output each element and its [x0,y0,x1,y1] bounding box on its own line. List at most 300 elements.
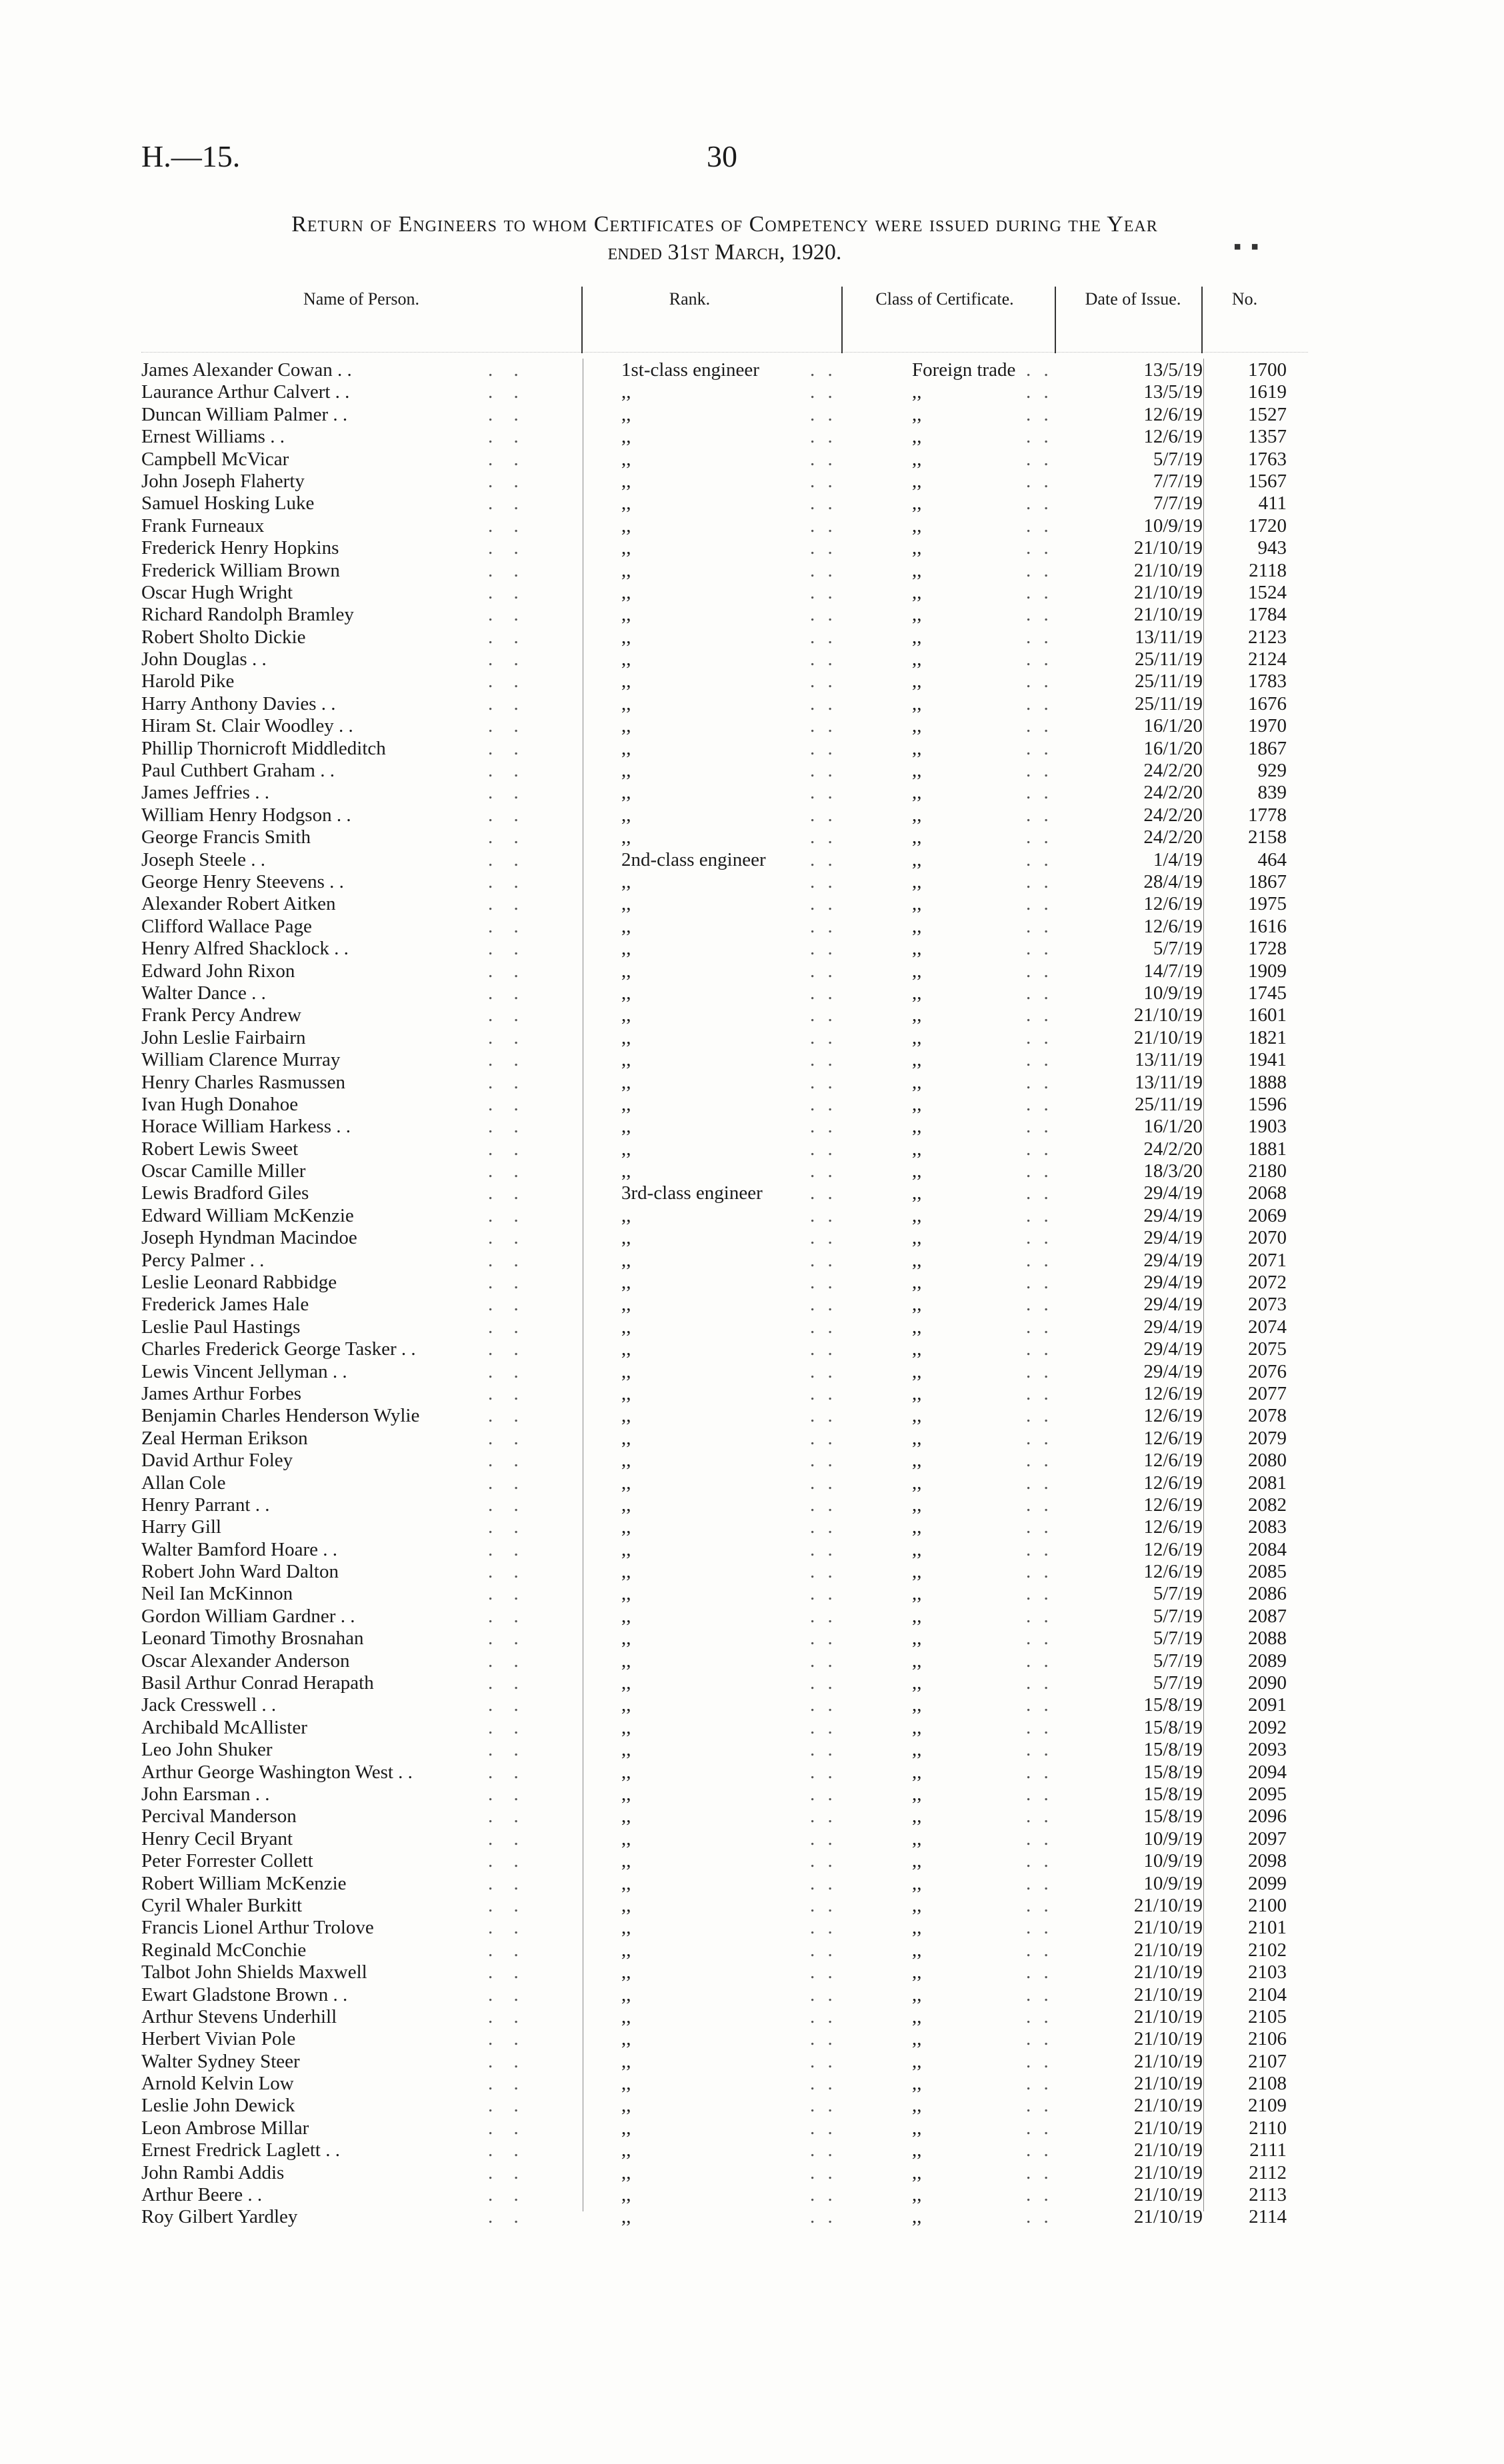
leader-dots: . . [810,782,837,804]
date-cell: 21/10/19 [1133,2161,1203,2183]
person-name: Walter Bamford Hoare . . [141,1538,337,1560]
leader-dots: . . [488,1961,527,1983]
leader-dots: . . [810,938,837,960]
rank-cell: ,, [621,1784,631,1805]
header-rank: Rank. [669,289,711,309]
header-name: Name of Person. [303,289,419,309]
leader-dots: . . [488,2139,527,2161]
table-row [141,849,1308,871]
table-row [141,670,1308,692]
leader-dots: . . [1026,1917,1053,1939]
leader-dots: . . [488,2095,527,2117]
leader-dots: . . [488,1583,527,1605]
table-row [141,404,1308,426]
date-cell: 21/10/19 [1133,1917,1203,1939]
person-name: Leslie Paul Hastings [141,1316,301,1338]
table-row [141,381,1308,403]
leader-dots: . . [810,359,837,381]
number-cell: 2109 [1248,2095,1287,2117]
class-cell: ,, [912,1872,922,1894]
person-name: Frederick James Hale [141,1294,309,1316]
class-cell: ,, [912,2050,922,2072]
leader-dots: . . [488,1427,527,1449]
leader-dots: . . [810,1360,837,1382]
person-name: Ernest Fredrick Laglett . . [141,2139,340,2161]
leader-dots: . . [1026,1983,1053,2005]
class-cell: ,, [912,1427,922,1449]
leader-dots: . . [1026,1272,1053,1294]
leader-dots: . . [1026,1739,1053,1761]
table-row [141,893,1308,915]
leader-dots: . . [1026,359,1053,381]
person-name: Harry Anthony Davies . . [141,692,336,714]
person-name: William Henry Hodgson . . [141,804,351,826]
date-cell: 12/6/19 [1143,1494,1203,1516]
leader-dots: . . [1026,2050,1053,2072]
table-row [141,1361,1308,1383]
date-cell: 14/7/19 [1143,960,1203,982]
person-name: Edward William McKenzie [141,1204,354,1226]
leader-dots: . . [1026,559,1053,581]
number-cell: 2112 [1249,2161,1287,2183]
table-row [141,604,1308,626]
leader-dots: . . [1026,893,1053,915]
table-row [141,1472,1308,1494]
date-cell: 7/7/19 [1153,470,1203,492]
class-cell: ,, [912,1160,922,1182]
leader-dots: . . [488,403,527,425]
leader-dots: . . [488,470,527,492]
leader-dots: . . [488,1182,527,1204]
person-name: Percy Palmer . . [141,1249,265,1271]
leader-dots: . . [810,426,837,448]
table-row [141,1250,1308,1272]
person-name: Harry Gill [141,1516,221,1538]
person-name: Henry Charles Rasmussen [141,1071,346,1093]
date-cell: 24/2/20 [1143,760,1203,782]
class-cell: ,, [912,2184,922,2206]
table-row [141,760,1308,782]
number-cell: 2070 [1248,1227,1287,1249]
person-name: Oscar Camille Miller [141,1160,306,1182]
class-cell: ,, [912,1227,922,1249]
class-cell: ,, [912,1917,922,1939]
leader-dots: . . [810,581,837,603]
rank-cell: ,, [621,581,631,603]
class-cell: ,, [912,1494,922,1516]
date-cell: 12/6/19 [1143,1405,1203,1427]
date-cell: 15/8/19 [1143,1739,1203,1761]
date-cell: 13/5/19 [1143,381,1203,403]
leader-dots: . . [810,1071,837,1093]
person-name: Charles Frederick George Tasker . . [141,1338,416,1360]
number-cell: 2076 [1248,1360,1287,1382]
certificates-table [141,280,1308,2229]
number-cell: 1619 [1248,381,1287,403]
page-reference: H.—15. [141,139,241,173]
number-cell: 1783 [1248,670,1287,692]
class-cell: ,, [912,848,922,870]
number-cell: 2104 [1248,1983,1287,2005]
leader-dots: . . [810,1538,837,1560]
table-row [141,1717,1308,1739]
person-name: Henry Alfred Shacklock . . [141,938,349,960]
number-cell: 1357 [1248,426,1287,448]
person-name: Arthur Beere . . [141,2184,263,2206]
date-cell: 21/10/19 [1133,2028,1203,2050]
number-cell: 1909 [1248,960,1287,982]
leader-dots: . . [488,381,527,403]
leader-dots: . . [810,1739,837,1761]
table-row [141,916,1308,938]
number-cell: 2075 [1248,1338,1287,1360]
leader-dots: . . [1026,1071,1053,1093]
leader-dots: . . [488,1004,527,1026]
leader-dots: . . [488,604,527,626]
table-row [141,2095,1308,2117]
leader-dots: . . [1026,1828,1053,1849]
leader-dots: . . [810,1516,837,1538]
leader-dots: . . [1026,1138,1053,1160]
leader-dots: . . [488,493,527,515]
rank-cell: ,, [621,1650,631,1672]
person-name: Harold Pike [141,670,235,692]
rank-cell: ,, [621,493,631,515]
date-cell: 1/4/19 [1153,848,1203,870]
date-cell: 15/8/19 [1143,1806,1203,1828]
leader-dots: . . [810,715,837,737]
rank-cell: ,, [621,1739,631,1761]
class-cell: ,, [912,1961,922,1983]
date-cell: 10/9/19 [1143,515,1203,537]
rank-cell: ,, [621,1828,631,1849]
table-row [141,1694,1308,1716]
leader-dots: . . [488,1204,527,1226]
leader-dots: . . [810,470,837,492]
person-name: Lewis Vincent Jellyman . . [141,1360,347,1382]
table-row [141,471,1308,493]
leader-dots: . . [488,826,527,848]
leader-dots: . . [1026,2095,1053,2117]
leader-dots: . . [1026,1872,1053,1894]
date-cell: 18/3/20 [1143,1160,1203,1182]
table-row [141,493,1308,515]
person-name: Duncan William Palmer . . [141,403,348,425]
date-cell: 24/2/20 [1143,782,1203,804]
date-cell: 21/10/19 [1133,2184,1203,2206]
table-row [141,715,1308,737]
class-cell: ,, [912,893,922,915]
leader-dots: . . [810,960,837,982]
leader-dots: . . [488,1116,527,1138]
person-name: Benjamin Charles Henderson Wylie [141,1405,420,1427]
leader-dots: . . [1026,1806,1053,1828]
date-cell: 29/4/19 [1143,1204,1203,1226]
number-cell: 2105 [1248,2005,1287,2027]
leader-dots: . . [810,1784,837,1805]
column-divider [581,287,583,353]
date-cell: 21/10/19 [1133,581,1203,603]
table-header [141,280,1308,353]
class-cell: ,, [912,493,922,515]
leader-dots: . . [1026,782,1053,804]
leader-dots: . . [810,1850,837,1872]
leader-dots: . . [1026,1427,1053,1449]
table-row [141,1316,1308,1338]
table-row [141,782,1308,804]
table-row [141,1939,1308,1961]
number-cell: 1700 [1248,359,1287,381]
rank-cell: ,, [621,960,631,982]
rank-cell: ,, [621,670,631,692]
rank-cell: ,, [621,982,631,1004]
person-name: Leon Ambrose Millar [141,2117,309,2139]
rank-cell: ,, [621,1427,631,1449]
leader-dots: . . [488,1561,527,1583]
rank-cell: ,, [621,1049,631,1071]
leader-dots: . . [810,559,837,581]
rank-cell: ,, [621,1806,631,1828]
number-cell: 1524 [1248,581,1287,603]
class-cell: ,, [912,1939,922,1961]
document-title [141,212,1308,265]
date-cell: 12/6/19 [1143,403,1203,425]
rank-cell: ,, [621,826,631,848]
date-cell: 21/10/19 [1133,2139,1203,2161]
leader-dots: . . [488,2184,527,2206]
leader-dots: . . [810,893,837,915]
date-cell: 21/10/19 [1133,2117,1203,2139]
number-cell: 2101 [1248,1917,1287,1939]
leader-dots: . . [810,493,837,515]
leader-dots: . . [1026,470,1053,492]
date-cell: 13/5/19 [1143,359,1203,381]
date-cell: 29/4/19 [1143,1360,1203,1382]
date-cell: 16/1/20 [1143,737,1203,759]
class-cell: ,, [912,737,922,759]
person-name: Talbot John Shields Maxwell [141,1961,367,1983]
leader-dots: . . [1026,604,1053,626]
leader-dots: . . [488,537,527,559]
date-cell: 24/2/20 [1143,1138,1203,1160]
date-cell: 21/10/19 [1133,2073,1203,2095]
date-cell: 7/7/19 [1153,493,1203,515]
table-row [141,1672,1308,1694]
leader-dots: . . [1026,1004,1053,1026]
rank-cell: ,, [621,1716,631,1738]
class-cell: ,, [912,1116,922,1138]
date-cell: 29/4/19 [1143,1316,1203,1338]
class-cell: ,, [912,2095,922,2117]
leader-dots: . . [810,1806,837,1828]
number-cell: 1975 [1248,893,1287,915]
rank-cell: ,, [621,938,631,960]
class-cell: ,, [912,1761,922,1783]
date-cell: 21/10/19 [1133,2050,1203,2072]
leader-dots: . . [488,1605,527,1627]
number-cell: 1745 [1248,982,1287,1004]
leader-dots: . . [1026,1694,1053,1716]
leader-dots: . . [488,648,527,670]
leader-dots: . . [1026,2028,1053,2050]
leader-dots: . . [810,692,837,714]
class-cell: ,, [912,670,922,692]
class-cell: ,, [912,870,922,892]
leader-dots: . . [810,537,837,559]
leader-dots: . . [810,1405,837,1427]
table-row [141,982,1308,1004]
class-cell: ,, [912,1249,922,1271]
rank-cell: ,, [621,692,631,714]
person-name: Arthur Stevens Underhill [141,2005,337,2027]
leader-dots: . . [1026,1494,1053,1516]
class-cell: ,, [912,715,922,737]
leader-dots: . . [488,782,527,804]
rank-cell: ,, [621,1116,631,1138]
leader-dots: . . [488,1360,527,1382]
leader-dots: . . [810,515,837,537]
leader-dots: . . [488,626,527,648]
table-row [141,1806,1308,1828]
person-name: John Joseph Flaherty [141,470,305,492]
leader-dots: . . [810,648,837,670]
table-row [141,1294,1308,1316]
leader-dots: . . [488,581,527,603]
leader-dots: . . [1026,715,1053,737]
number-cell: 1821 [1248,1026,1287,1048]
person-name: Ivan Hugh Donahoe [141,1093,299,1115]
class-cell: ,, [912,1272,922,1294]
number-cell: 1867 [1248,737,1287,759]
number-cell: 1596 [1248,1093,1287,1115]
rank-cell: ,, [621,2028,631,2050]
leader-dots: . . [488,2050,527,2072]
date-cell: 12/6/19 [1143,893,1203,915]
rank-cell: 2nd-class engineer [621,848,766,870]
date-cell: 10/9/19 [1143,982,1203,1004]
number-cell: 2085 [1248,1561,1287,1583]
class-cell: ,, [912,1472,922,1494]
number-cell: 2082 [1248,1494,1287,1516]
table-row [141,359,1308,381]
leader-dots: . . [1026,1628,1053,1650]
table-row [141,1561,1308,1583]
leader-dots: . . [810,1694,837,1716]
leader-dots: . . [488,1872,527,1894]
number-cell: 464 [1257,848,1287,870]
leader-dots: . . [488,1538,527,1560]
class-cell: ,, [912,2073,922,2095]
date-cell: 13/11/19 [1134,1049,1203,1071]
leader-dots: . . [488,1672,527,1694]
rank-cell: ,, [621,715,631,737]
person-name: Robert William McKenzie [141,1872,347,1894]
rank-cell: ,, [621,1227,631,1249]
number-cell: 2081 [1248,1472,1287,1494]
leader-dots: . . [488,1049,527,1071]
rank-cell: ,, [621,1894,631,1916]
number-cell: 2096 [1248,1806,1287,1828]
column-divider [841,287,843,353]
person-name: George Francis Smith [141,826,311,848]
rank-cell: ,, [621,2005,631,2027]
date-cell: 15/8/19 [1143,1761,1203,1783]
leader-dots: . . [1026,1672,1053,1694]
leader-dots: . . [1026,960,1053,982]
rank-cell: ,, [621,2117,631,2139]
leader-dots: . . [1026,1716,1053,1738]
leader-dots: . . [488,1382,527,1404]
date-cell: 12/6/19 [1143,1538,1203,1560]
class-cell: ,, [912,760,922,782]
date-cell: 12/6/19 [1143,1561,1203,1583]
date-cell: 21/10/19 [1133,1894,1203,1916]
table-row [141,2184,1308,2206]
leader-dots: . . [488,1494,527,1516]
leader-dots: . . [488,2028,527,2050]
date-cell: 12/6/19 [1143,1450,1203,1472]
person-name: Clifford Wallace Page [141,915,312,937]
leader-dots: . . [810,2050,837,2072]
table-row [141,582,1308,604]
number-cell: 1970 [1248,715,1287,737]
person-name: David Arthur Foley [141,1450,293,1472]
rank-cell: ,, [621,1382,631,1404]
number-cell: 839 [1257,782,1287,804]
number-cell: 2103 [1248,1961,1287,1983]
rank-cell: ,, [621,604,631,626]
table-row [141,693,1308,715]
person-name: Arthur George Washington West . . [141,1761,413,1783]
leader-dots: . . [1026,515,1053,537]
class-cell: ,, [912,2117,922,2139]
leader-dots: . . [1026,1382,1053,1404]
rank-cell: ,, [621,537,631,559]
leader-dots: . . [810,403,837,425]
table-row [141,1539,1308,1561]
date-cell: 10/9/19 [1143,1828,1203,1849]
date-cell: 29/4/19 [1143,1182,1203,1204]
person-name: Hiram St. Clair Woodley . . [141,715,353,737]
table-row [141,1205,1308,1227]
table-row [141,1762,1308,1784]
rank-cell: ,, [621,1249,631,1271]
person-name: Laurance Arthur Calvert . . [141,381,350,403]
class-cell: ,, [912,1628,922,1650]
class-cell: ,, [912,626,922,648]
leader-dots: . . [488,1784,527,1805]
leader-dots: . . [488,1093,527,1115]
rank-cell: ,, [621,1316,631,1338]
leader-dots: . . [488,448,527,470]
class-cell: ,, [912,915,922,937]
leader-dots: . . [488,982,527,1004]
leader-dots: . . [810,1939,837,1961]
person-name: Richard Randolph Bramley [141,604,354,626]
leader-dots: . . [1026,1204,1053,1226]
leader-dots: . . [810,1382,837,1404]
leader-dots: . . [1026,2073,1053,2095]
rank-cell: ,, [621,1294,631,1316]
number-cell: 2123 [1248,626,1287,648]
column-divider [1055,287,1056,353]
leader-dots: . . [1026,938,1053,960]
title-line-1: Return of Engineers to whom Certificates of Competency were issued during the Year [291,212,1158,237]
person-name: Francis Lionel Arthur Trolove [141,1917,374,1939]
date-cell: 21/10/19 [1133,537,1203,559]
leader-dots: . . [488,1917,527,1939]
person-name: Henry Parrant . . [141,1494,270,1516]
